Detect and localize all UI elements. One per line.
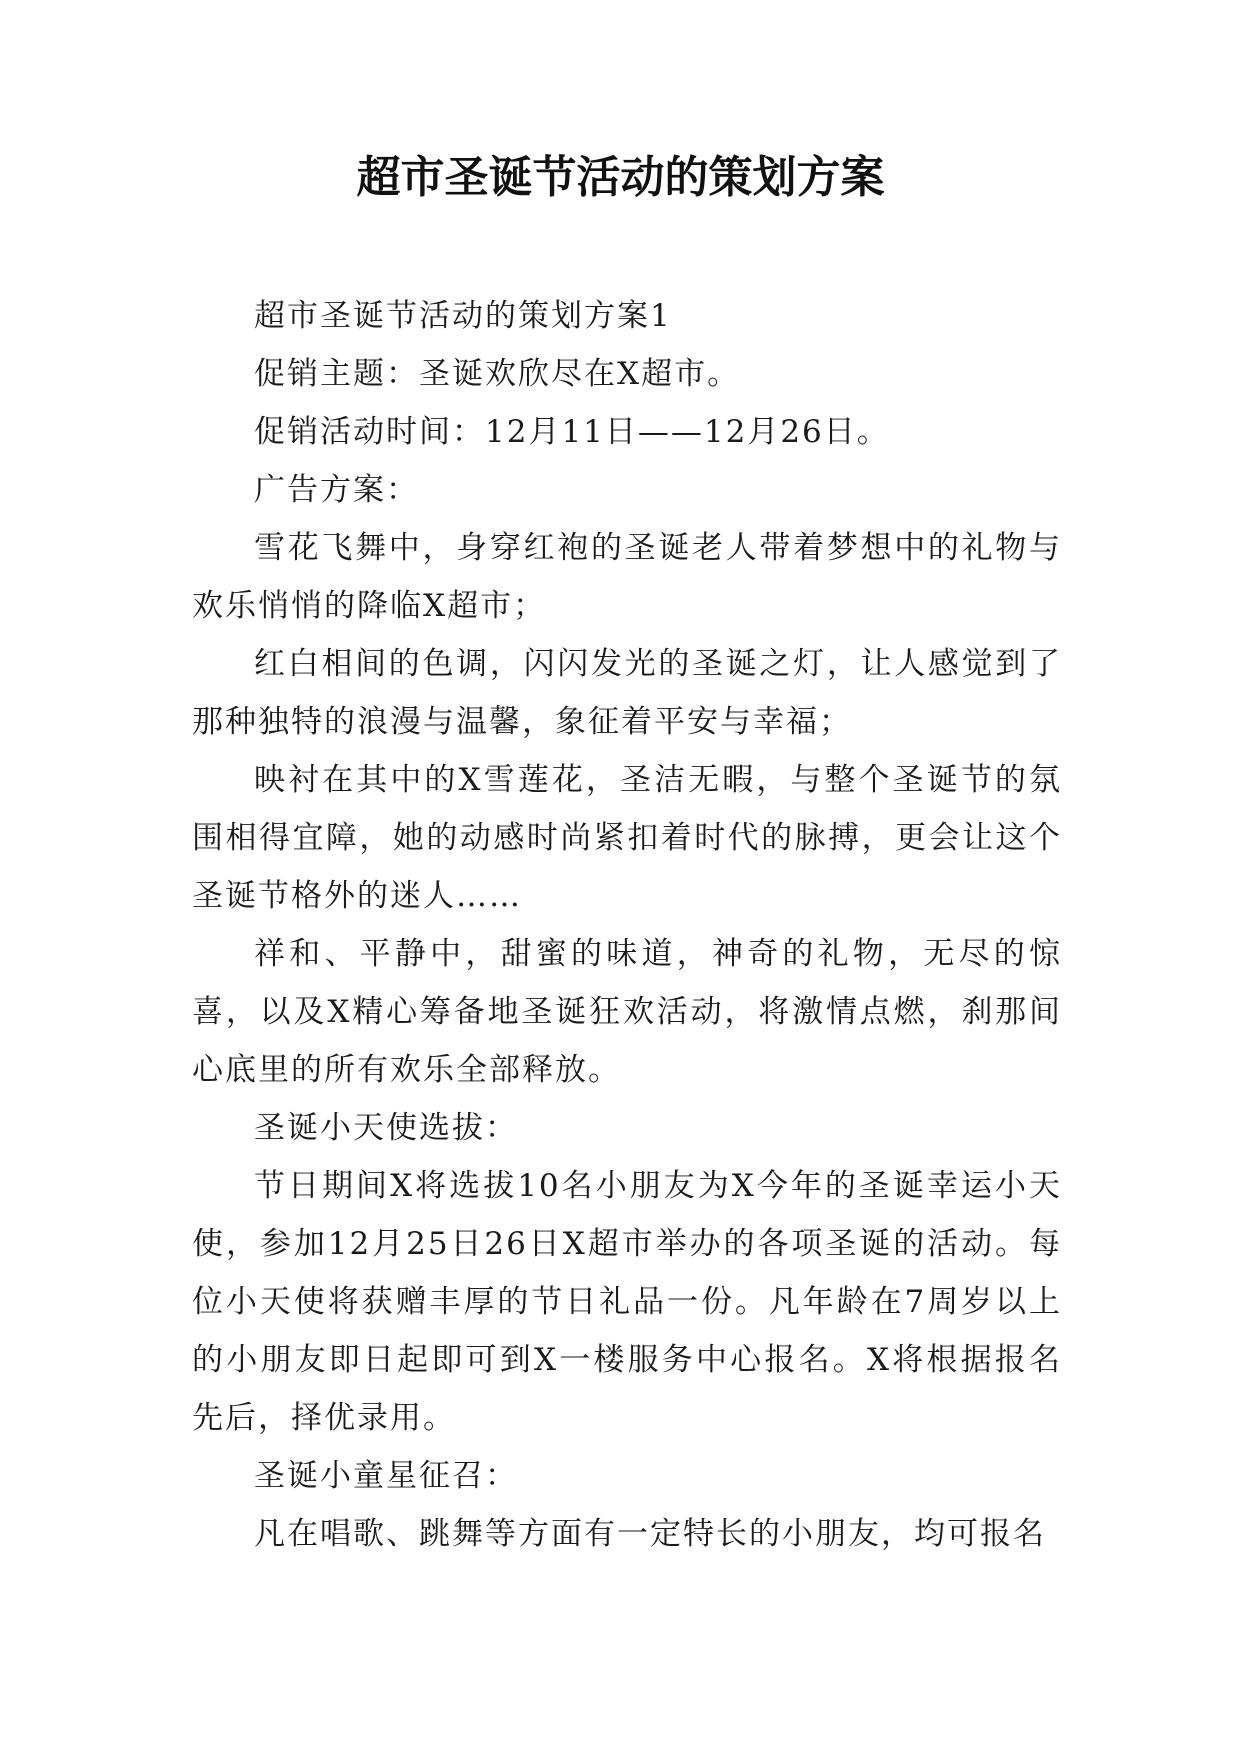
paragraph: 红白相间的色调，闪闪发光的圣诞之灯，让人感觉到了那种独特的浪漫与温馨，象征着平安与幸福； xyxy=(192,646,1062,740)
paragraph: 雪花飞舞中，身穿红袍的圣诞老人带着梦想中的礼物与欢乐悄悄的降临X超市； xyxy=(192,530,1062,624)
paragraph: 促销主题：圣诞欢欣尽在X超市。 xyxy=(254,356,741,392)
paragraph: 节日期间X将选拔10名小朋友为X今年的圣诞幸运小天使，参加12月25日26日X超市举办的各项圣诞的活动。每位小天使将获赠丰厚的节日礼品一份。凡年龄在7周岁以上的小朋友即日起即可到X一楼服务中心报名。X将根据报名先后，择优录用。 xyxy=(192,1168,1062,1436)
paragraph: 凡在唱歌、跳舞等方面有一定特长的小朋友，均可报名 xyxy=(254,1516,1046,1552)
paragraph: 广告方案： xyxy=(254,472,419,508)
paragraph: 祥和、平静中，甜蜜的味道，神奇的礼物，无尽的惊喜，以及X精心筹备地圣诞狂欢活动，将激情点燃，刹那间心底里的所有欢乐全部释放。 xyxy=(192,936,1062,1088)
paragraph: 圣诞小童星征召： xyxy=(254,1458,518,1494)
paragraph: 超市圣诞节活动的策划方案1 xyxy=(254,298,672,334)
paragraph: 促销活动时间：12月11日——12月26日。 xyxy=(254,414,890,450)
page-title: 超市圣诞节活动的策划方案 xyxy=(356,152,885,203)
document-body xyxy=(192,287,1062,1563)
paragraph: 映衬在其中的X雪莲花，圣洁无暇，与整个圣诞节的氛围相得宜障，她的动感时尚紧扣着时代的脉搏，更会让这个圣诞节格外的迷人…… xyxy=(192,762,1062,914)
paragraph: 圣诞小天使选拔： xyxy=(254,1110,518,1146)
